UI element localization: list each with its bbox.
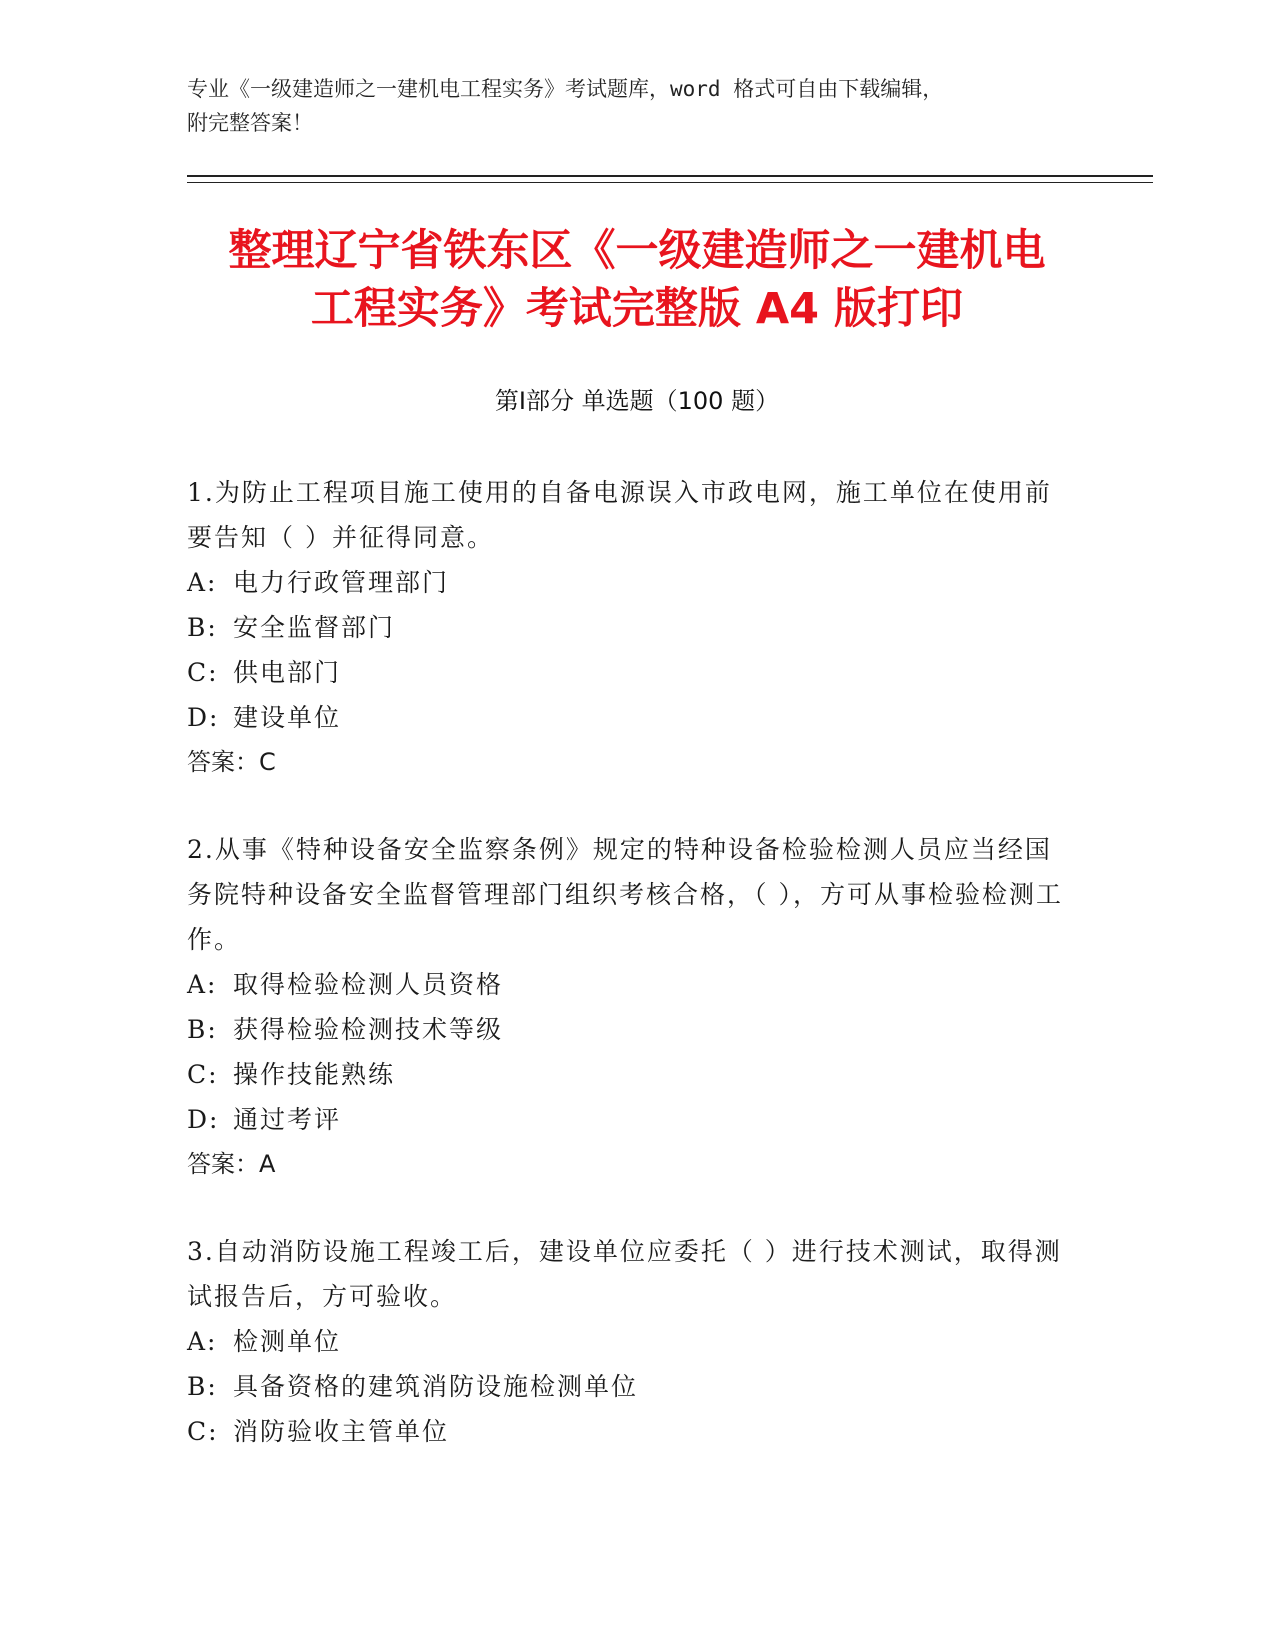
document-title	[187, 222, 1087, 338]
question-stem: 1.为防止工程项目施工使用的自备电源误入市政电网，施工单位在使用前要告知（ ）并征得同意。	[187, 478, 1052, 552]
option-a	[187, 962, 1067, 1007]
option-letter: A:	[187, 568, 218, 597]
header-divider-thin	[187, 182, 1153, 183]
header-note-line-2: 附完整答案！	[187, 111, 313, 135]
answer-line: 答案：A	[187, 1150, 276, 1178]
option-letter: D:	[187, 703, 220, 732]
option-b	[187, 1364, 1067, 1409]
option-text: 操作技能熟练	[233, 1060, 396, 1089]
title-line-2: 工程实务》考试完整版 A4 版打印	[310, 284, 964, 334]
header-note-line-1: 专业《一级建造师之一建机电工程实务》考试题库，word 格式可自由下载编辑，	[187, 77, 944, 101]
option-text: 检测单位	[233, 1327, 342, 1356]
option-letter: C:	[187, 1060, 219, 1089]
option-b	[187, 1007, 1067, 1052]
option-text: 供电部门	[233, 658, 342, 687]
option-text: 消防验收主管单位	[233, 1417, 450, 1446]
option-text: 安全监督部门	[233, 613, 396, 642]
option-letter: C:	[187, 1417, 219, 1446]
option-text: 具备资格的建筑消防设施检测单位	[233, 1372, 639, 1401]
option-text: 获得检验检测技术等级	[233, 1015, 504, 1044]
option-letter: B:	[187, 1372, 218, 1401]
option-c	[187, 1409, 1067, 1454]
option-c	[187, 650, 1067, 695]
option-b	[187, 605, 1067, 650]
answer-line: 答案：C	[187, 748, 276, 776]
section-heading: 第Ⅰ部分 单选题（100 题）	[494, 387, 780, 415]
option-text: 电力行政管理部门	[233, 568, 450, 597]
title-line-1: 整理辽宁省铁东区《一级建造师之一建机电	[228, 226, 1046, 276]
option-c	[187, 1052, 1067, 1097]
option-text: 取得检验检测人员资格	[233, 970, 504, 999]
option-letter: A:	[187, 970, 218, 999]
option-letter: B:	[187, 613, 218, 642]
header-divider-thick	[187, 175, 1153, 177]
option-letter: D:	[187, 1105, 220, 1134]
option-letter: C:	[187, 658, 219, 687]
question-2	[187, 827, 1067, 1187]
document-header-note	[187, 72, 1067, 140]
option-text: 通过考评	[233, 1105, 342, 1134]
question-stem: 3.自动消防设施工程竣工后，建设单位应委托（ ）进行技术测试，取得测试报告后，方可验收。	[187, 1237, 1062, 1311]
question-1	[187, 470, 1067, 785]
option-letter: A:	[187, 1327, 218, 1356]
question-list	[187, 470, 1067, 1496]
option-letter: B:	[187, 1015, 218, 1044]
option-a	[187, 560, 1067, 605]
question-stem: 2.从事《特种设备安全监察条例》规定的特种设备检验检测人员应当经国务院特种设备安全监督管理部门组织考核合格，（ ），方可从事检验检测工作。	[187, 835, 1063, 954]
option-d	[187, 695, 1067, 740]
question-3	[187, 1229, 1067, 1454]
option-d	[187, 1097, 1067, 1142]
option-text: 建设单位	[233, 703, 342, 732]
option-a	[187, 1319, 1067, 1364]
